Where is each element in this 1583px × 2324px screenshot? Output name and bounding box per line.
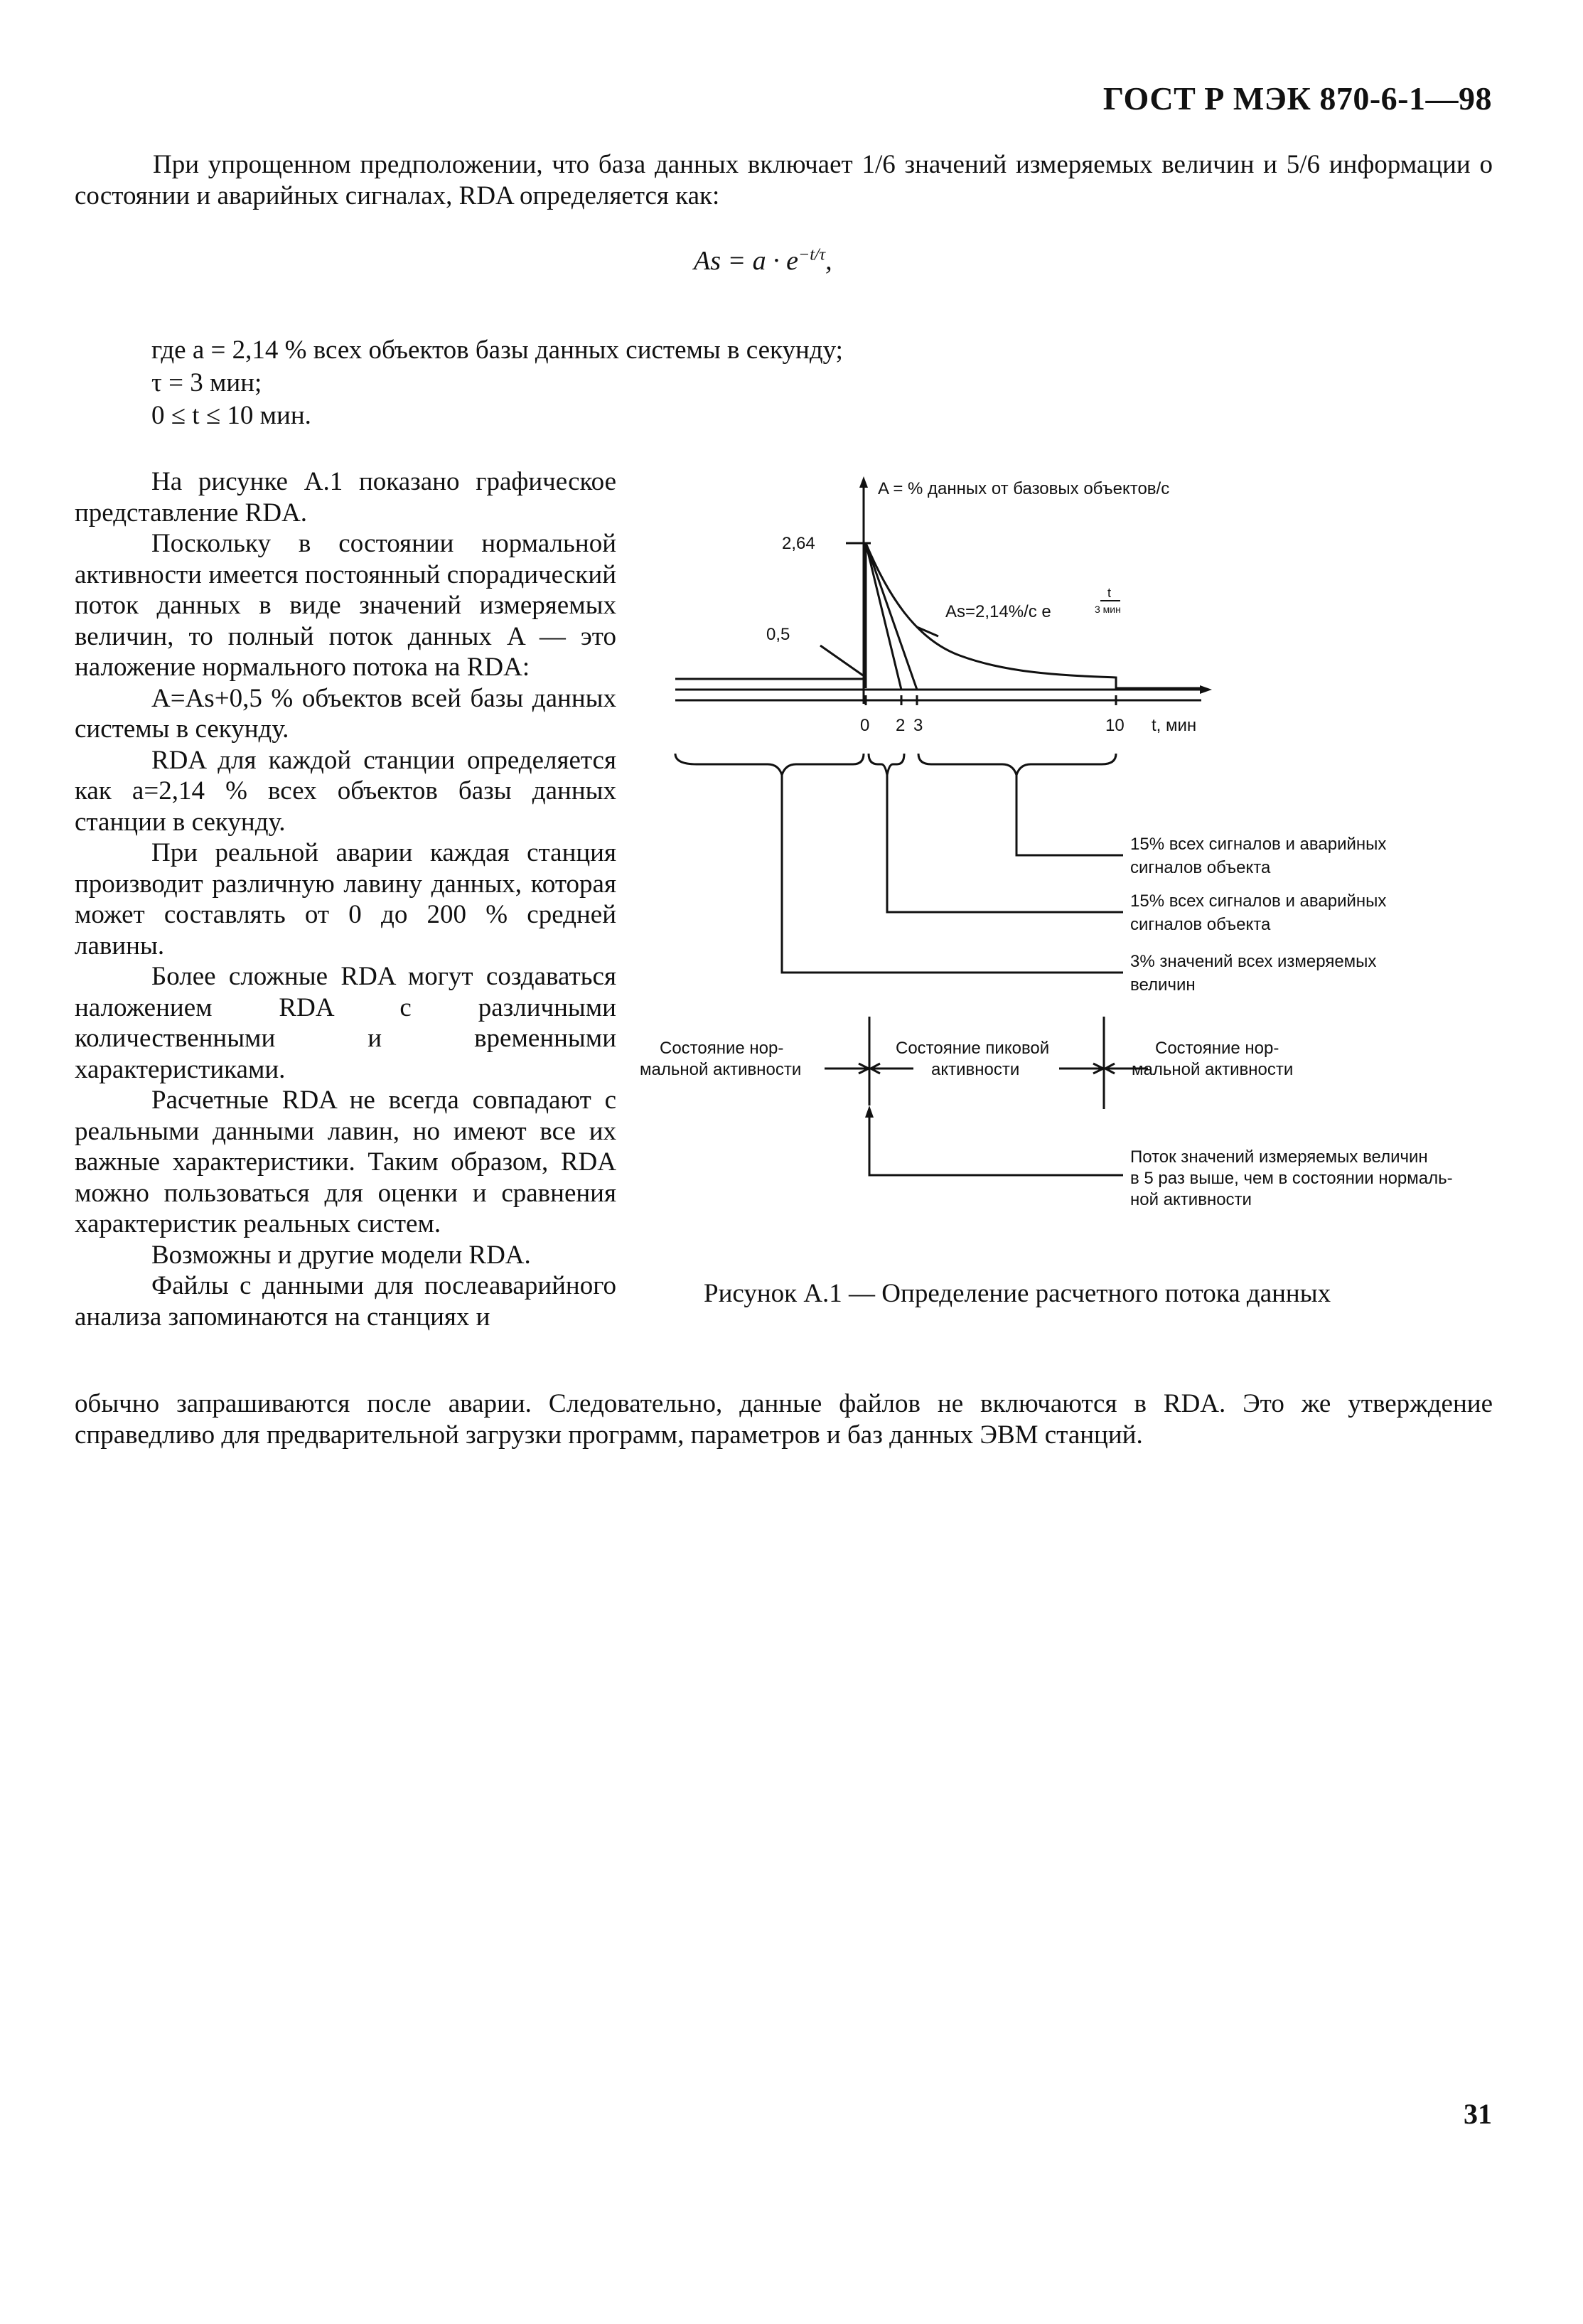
y-tick-label-264: 2,64 [782,534,815,553]
tangent-line-3 [866,543,917,690]
formula-exponent: −t/τ [798,245,826,264]
leader-note3 [782,775,1123,973]
brace-peak-1 [869,754,904,775]
definition-tau: τ = 3 мин; [151,368,262,397]
paragraph: Файлы с данными для послеаварийного анализа запоминаются на станциях и [75,1271,616,1332]
formula-lhs: As = a · e [694,246,799,276]
state1-line1: Состояние нор- [660,1039,784,1058]
paragraph: Расчетные RDA не всегда совпадают с реальными данными лавин, но имеют все их важные характеристики. Таким образом, RDA можно пользоваться для оценки и сравнения характеристик реальных систем. [75,1086,616,1238]
figure-a1 [640,462,1514,1251]
note3-line2: величин [1130,975,1196,995]
y-axis-arrow [859,476,868,488]
paragraph: A=As+0,5 % объектов всей базы данных системы в секунду. [75,683,616,744]
brace-normal [675,754,864,775]
curve-exp-bottom: 3 мин [1095,604,1121,615]
x-unit-label: t, мин [1152,716,1197,735]
x-tick-0: 0 [860,716,870,735]
state3-line2: мальной активности [1132,1060,1294,1079]
paragraph: Поскольку в состоянии нормальной активности имеется постоянный спорадический поток данных в виде значений измеряемых величин, то полный поток данных A — это наложение нормального потока на RDA: [75,529,616,682]
rda-formula [694,245,832,277]
intro-paragraph: При упрощенном предположении, что база данных включает 1/6 значений измеряемых величин и 5/6 информации о состоянии и аварийных сигналах, RDA определяется как: [75,150,1493,210]
formula-tail: , [825,246,832,276]
flow-line2: в 5 раз выше, чем в состоянии нормаль- [1130,1169,1453,1188]
document-header: ГОСТ Р МЭК 870-6-1—98 [1102,80,1492,117]
leader-note2 [887,775,1123,912]
definition-t: 0 ≤ t ≤ 10 мин. [151,401,311,430]
pointer-05 [820,646,863,675]
definition-a: где a = 2,14 % всех объектов базы данных системы в секунду; [151,336,843,365]
note3-line1: 3% значений всех измеряемых [1130,952,1377,971]
flow-line3: ной активности [1130,1190,1252,1209]
y-tick-label-05: 0,5 [766,625,790,644]
y-axis-label: A = % данных от базовых объектов/с [878,479,1170,498]
note1-line2: сигналов объекта [1130,858,1271,877]
flow-line1: Поток значений измеряемых величин [1130,1147,1428,1167]
x-tick-10: 10 [1105,716,1125,735]
curve-exp-top: t [1107,586,1112,600]
leader-note1 [1016,775,1123,855]
x-tick-2: 2 [896,716,906,735]
left-column-text [75,466,616,1332]
state2-line2: активности [931,1060,1020,1079]
page-number: 31 [1464,2098,1492,2130]
note2-line2: сигналов объекта [1130,915,1271,934]
bottom-paragraph: обычно запрашиваются после аварии. Следовательно, данные файлов не включаются в RDA. Это же утверждение справедливо для предварительной загрузки программ, параметров и баз данных ЭВМ станций. [75,1389,1493,1450]
paragraph: Возможны и другие модели RDA. [151,1240,531,1270]
paragraph: RDA для каждой станции определяется как a=2,14 % всех объектов базы данных станции в секунду. [75,745,616,837]
figure-caption: Рисунок А.1 — Определение расчетного потока данных [704,1279,1331,1308]
paragraph: При реальной аварии каждая станция производит различную лавину данных, которая может составлять от 0 до 200 % средней лавины. [75,838,616,960]
formula-definitions [151,334,843,432]
state2-line1: Состояние пиковой [896,1039,1050,1058]
state3-line1: Состояние нор- [1155,1039,1279,1058]
tangent-line-2 [866,543,901,690]
flow-leader [869,1116,1123,1175]
paragraph: На рисунке А.1 показано графическое представление RDA. [75,467,616,528]
x-tick-3: 3 [913,716,923,735]
note1-line1: 15% всех сигналов и аварийных [1130,835,1387,854]
paragraph: Более сложные RDA могут создаваться наложением RDA с различными количественными и временными характеристиками. [75,962,616,1084]
note2-line1: 15% всех сигналов и аварийных [1130,891,1387,911]
brace-peak-2 [918,754,1116,775]
x-axis-arrow [1200,685,1212,694]
state1-line2: мальной активности [640,1060,802,1079]
curve-label: As=2,14%/с e [945,602,1051,621]
